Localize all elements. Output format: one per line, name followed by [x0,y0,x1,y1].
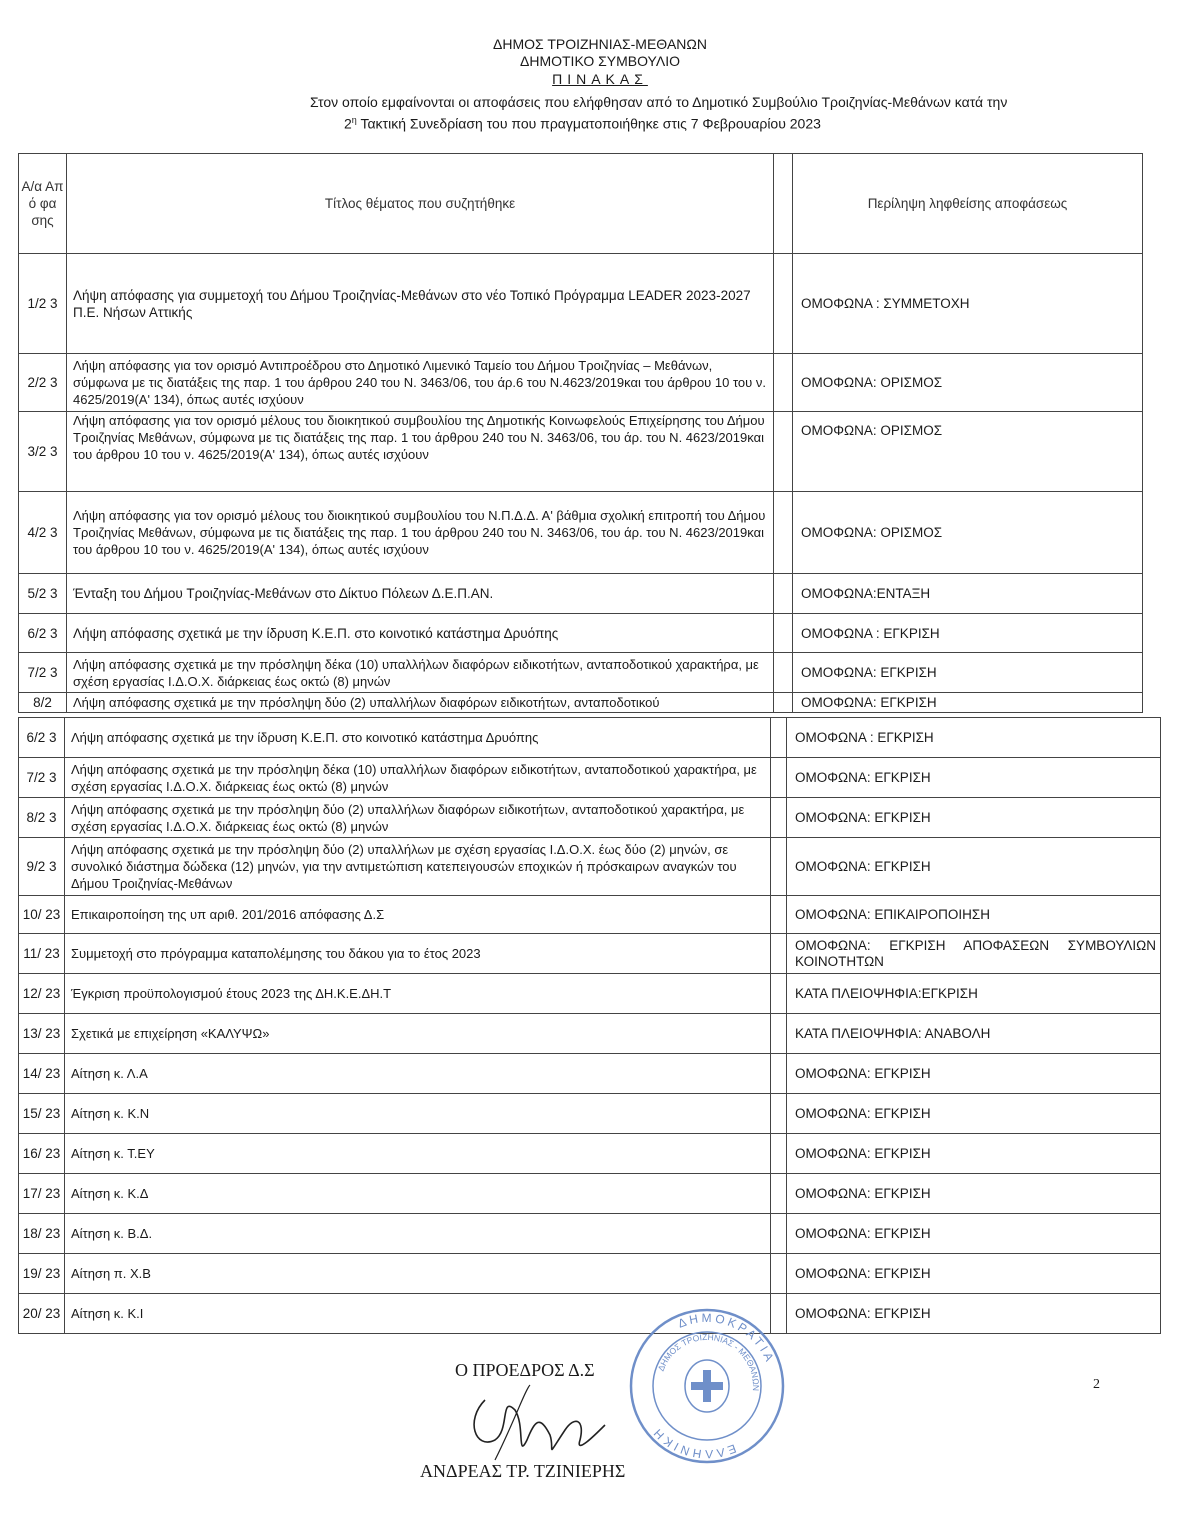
decision-number: 7/2 3 [19,758,65,798]
decision-summary: ΟΜΟΦΩΝΑ : ΕΓΚΡΙΣΗ [793,614,1143,653]
table-row [19,254,1143,354]
decision-title: Λήψη απόφασης σχετικά με την πρόσληψη δέκα (10) υπαλλήλων διαφόρων ειδικοτήτων, ανταποδοτικού χαρακτήρα, με σχέση εργασίας Ι.Δ.Ο.Χ. διάρκειας έως οκτώ (8) μηνών [67,653,774,693]
decision-title: Αίτηση π. Χ.Β [65,1254,771,1294]
decision-title: Λήψη απόφασης σχετικά με την πρόσληψη δύο (2) υπαλλήλων με σχέση εργασίας Ι.Δ.Ο.Χ. έως δύο (2) μηνών, σε συνολικό διάστημα δώδεκα (12) μηνών, για την αντιμετώπιση κατεπειγουσών εποχικών ή πρόσκαιρων αναγκών του Δήμου Τροιζηνίας-Μεθάνων [65,838,771,896]
decision-summary: ΟΜΟΦΩΝΑ: ΕΓΚΡΙΣΗ [787,1094,1161,1134]
decision-title: Λήψη απόφασης σχετικά με την πρόσληψη δύο (2) υπαλλήλων διαφόρων ειδικοτήτων, ανταποδοτικού χαρακτήρα, με σχέση εργασίας Ι.Δ.Ο.Χ. διάρκειας έως οκτώ (8) μηνών [65,798,771,838]
municipal-seal [627,1306,787,1466]
decision-number: 13/ 23 [19,1014,65,1054]
page-number: 2 [1093,1377,1100,1392]
decision-summary: ΚΑΤΑ ΠΛΕΙΟΨΗΦΙΑ:ΕΓΚΡΙΣΗ [787,974,1161,1014]
table-row [19,798,1161,838]
decision-number: 6/2 3 [19,614,67,653]
decision-title: Αίτηση κ. Τ.ΕΥ [65,1134,771,1174]
decision-title: Αίτηση κ. Κ.Δ [65,1174,771,1214]
decision-summary: ΟΜΟΦΩΝΑ: ΕΓΚΡΙΣΗ [787,798,1161,838]
session-ordinal: η [351,115,357,125]
signature [455,1380,655,1470]
decisions-table-1 [18,153,1143,713]
decision-title: Αίτηση κ. Λ.Α [65,1054,771,1094]
header-number: Α/α Απ ό φα σης [19,154,67,254]
decision-number: 12/ 23 [19,974,65,1014]
document-title: ΠΙΝΑΚΑΣ [552,71,648,87]
decision-title: Λήψη απόφασης για τον ορισμό μέλους του διοικητικού συμβουλίου του Ν.Π.Δ.Δ. Α' βάθμια σχολική επιτροπή του Δήμου Τροιζηνίας Μεθάνων, σύμφωνα με τις διατάξεις της παρ. 1 του άρθρου 240 του Ν. 3463/06, του άρ. του Ν. 4623/2019και του άρθρου 10 του ν. 4625/2019(Α' 134), όπως αυτές ισχύουν [67,492,774,574]
decision-title: Λήψη απόφασης σχετικά με την ίδρυση Κ.Ε.Π. στο κοινοτικό κατάστημα Δρυόπης [67,614,774,653]
decision-title: Ένταξη του Δήμου Τροιζηνίας-Μεθάνων στο Δίκτυο Πόλεων Δ.Ε.Π.ΑΝ. [67,574,774,614]
decision-number: 18/ 23 [19,1214,65,1254]
decision-number: 20/ 23 [19,1294,65,1334]
table-row [19,653,1143,693]
decision-title: Επικαιροποίηση της υπ αριθ. 201/2016 απόφασης Δ.Σ [65,896,771,934]
table-header-row [19,154,1143,254]
description-line-2 [344,115,821,132]
decision-title: Αίτηση κ. Κ.Ν [65,1094,771,1134]
decision-number: 17/ 23 [19,1174,65,1214]
decision-title: Λήψη απόφασης σχετικά με την πρόσληψη δέκα (10) υπαλλήλων διαφόρων ειδικοτήτων, ανταποδοτικού χαρακτήρα, με σχέση εργασίας Ι.Δ.Ο.Χ. διάρκειας έως οκτώ (8) μηνών [65,758,771,798]
decision-number: 16/ 23 [19,1134,65,1174]
decision-summary: ΟΜΟΦΩΝΑ: ΕΓΚΡΙΣΗ [793,693,1143,713]
table-row [19,693,1143,713]
session-text: Τακτική Συνεδρίαση του που πραγματοποιήθηκε στις 7 Φεβρουαρίου 2023 [356,115,821,132]
decision-summary: ΟΜΟΦΩΝΑ : ΣΥΜΜΕΤΟΧΗ [793,254,1143,354]
decision-number: 7/2 3 [19,653,67,693]
table-row [19,354,1143,412]
decision-summary: ΟΜΟΦΩΝΑ:ΕΝΤΑΞΗ [793,574,1143,614]
decision-number: 10/ 23 [19,896,65,934]
president-name: ΑΝΔΡΕΑΣ ΤΡ. ΤΖΙΝΙΕΡΗΣ [420,1461,626,1481]
table-row [19,1174,1161,1214]
header-summary: Περίληψη ληφθείσης αποφάσεως [793,154,1143,254]
session-number: 2 [344,115,352,132]
table-row [19,758,1161,798]
decision-summary: ΟΜΟΦΩΝΑ: ΕΓΚΡΙΣΗ [793,653,1143,693]
decision-title: Λήψη απόφασης για συμμετοχή του Δήμου Τροιζηνίας-Μεθάνων στο νέο Τοπικό Πρόγραμμα LEADER 2023-2027 Π.Ε. Νήσων Αττικής [67,254,774,354]
decision-summary: ΟΜΟΦΩΝΑ: ΕΓΚΡΙΣΗ [787,1294,1161,1334]
decision-summary: ΟΜΟΦΩΝΑ: ΟΡΙΣΜΟΣ [793,492,1143,574]
decision-summary: ΚΑΤΑ ΠΛΕΙΟΨΗΦΙΑ: ΑΝΑΒΟΛΗ [787,1014,1161,1054]
table-row [19,1214,1161,1254]
decision-number: 4/2 3 [19,492,67,574]
decision-number: 11/ 23 [19,934,65,974]
table-row [19,838,1161,896]
decision-summary: ΟΜΟΦΩΝΑ: ΕΓΚΡΙΣΗ ΑΠΟΦΑΣΕΩΝ ΣΥΜΒΟΥΛΙΩΝ ΚΟΙΝΟΤΗΤΩΝ [787,934,1161,974]
decision-number: 19/ 23 [19,1254,65,1294]
municipality-title: ΔΗΜΟΣ ΤΡΟΙΖΗΝΙΑΣ-ΜΕΘΑΝΩΝ [493,36,707,52]
description-line-1: Στον οποίο εμφαίνονται οι αποφάσεις που ελήφθησαν από το Δημοτικό Συμβούλιο Τροιζηνίας-Μεθάνων κατά την [310,94,1008,110]
table-row [19,1054,1161,1094]
decision-summary: ΟΜΟΦΩΝΑ: ΕΓΚΡΙΣΗ [787,838,1161,896]
decision-summary: ΟΜΟΦΩΝΑ: ΟΡΙΣΜΟΣ [793,412,1143,492]
table-row [19,1254,1161,1294]
decision-number: 2/2 3 [19,354,67,412]
decision-summary: ΟΜΟΦΩΝΑ : ΕΓΚΡΙΣΗ [787,718,1161,758]
seal-inner-text: ΔΗΜΟΣ ΤΡΟΙΖΗΝΙΑΣ - ΜΕΘΑΝΩΝ [655,1331,762,1392]
table-row [19,574,1143,614]
decision-summary: ΟΜΟΦΩΝΑ: ΕΓΚΡΙΣΗ [787,1214,1161,1254]
decision-title: Συμμετοχή στο πρόγραμμα καταπολέμησης του δάκου για το έτος 2023 [65,934,771,974]
decision-summary: ΟΜΟΦΩΝΑ: ΟΡΙΣΜΟΣ [793,354,1143,412]
decision-summary: ΟΜΟΦΩΝΑ: ΕΓΚΡΙΣΗ [787,758,1161,798]
decision-number: 15/ 23 [19,1094,65,1134]
president-label: Ο ΠΡΟΕΔΡΟΣ Δ.Σ [455,1360,595,1380]
decision-title: Λήψη απόφασης για τον ορισμό Αντιπροέδρου στο Δημοτικό Λιμενικό Ταμείο του Δήμου Τροιζηνίας – Μεθάνων, σύμφωνα με τις διατάξεις της παρ. 1 του άρθρου 240 του Ν. 3463/06, του άρ.6 του Ν.4623/2019και του άρθρου 10 του ν. 4625/2019(Α' 134), όπως αυτές ισχύουν [67,354,774,412]
decisions-table-2 [18,717,1161,1334]
decision-number: 9/2 3 [19,838,65,896]
table-row [19,412,1143,492]
decision-title: Λήψη απόφασης σχετικά με την ίδρυση Κ.Ε.Π. στο κοινοτικό κατάστημα Δρυόπης [65,718,771,758]
decision-number: 5/2 3 [19,574,67,614]
decision-summary: ΟΜΟΦΩΝΑ: ΕΓΚΡΙΣΗ [787,1174,1161,1214]
decision-title: Λήψη απόφασης σχετικά με την πρόσληψη δύο (2) υπαλλήλων διαφόρων ειδικοτήτων, ανταποδοτικού [67,693,774,713]
decision-summary: ΟΜΟΦΩΝΑ: ΕΓΚΡΙΣΗ [787,1254,1161,1294]
table-row [19,1294,1161,1334]
decision-title: Αίτηση κ. Β.Δ. [65,1214,771,1254]
svg-text:ΕΛΛΗΝΙΚΗ [649,1424,738,1461]
decision-number: 6/2 3 [19,718,65,758]
decision-title: Σχετικά με επιχείρηση «ΚΑΛΥΨΩ» [65,1014,771,1054]
decision-number: 14/ 23 [19,1054,65,1094]
table-row [19,1094,1161,1134]
seal-bottom-text: ΕΛΛΗΝΙΚΗ [648,1424,739,1462]
decision-number: 8/2 3 [19,798,65,838]
table-row [19,934,1161,974]
table-row [19,614,1143,653]
decision-summary: ΟΜΟΦΩΝΑ: ΕΓΚΡΙΣΗ [787,1054,1161,1094]
decision-number: 3/2 3 [19,412,67,492]
table-row [19,1134,1161,1174]
decision-summary: ΟΜΟΦΩΝΑ: ΕΓΚΡΙΣΗ [787,1134,1161,1174]
table-row [19,896,1161,934]
table-row [19,718,1161,758]
decision-summary: ΟΜΟΦΩΝΑ: ΕΠΙΚΑΙΡΟΠΟΙΗΣΗ [787,896,1161,934]
table-row [19,492,1143,574]
header-title: Τίτλος θέματος που συζητήθηκε [67,154,774,254]
table-row [19,974,1161,1014]
council-title: ΔΗΜΟΤΙΚΟ ΣΥΜΒΟΥΛΙΟ [519,53,680,69]
decision-title: Έγκριση προϋπολογισμού έτους 2023 της ΔΗ.Κ.Ε.ΔΗ.Τ [65,974,771,1014]
decision-number: 8/2 [19,693,67,713]
decision-number: 1/2 3 [19,254,67,354]
decision-title: Αίτηση κ. Κ.Ι [65,1294,771,1334]
table-row [19,1014,1161,1054]
decision-title: Λήψη απόφασης για τον ορισμό μέλους του διοικητικού συμβουλίου της Δημοτικής Κοινωφελούς Επιχείρησης του Δήμου Τροιζηνίας Μεθάνων, σύμφωνα με τις διατάξεις της παρ. 1 του άρθρου 240 του Ν. 3463/06, του άρ. του Ν. 4623/2019και του άρθρου 10 του ν. 4625/2019(Α' 134), όπως αυτές ισχύουν [67,412,774,492]
seal-outer-text: ΔΗΜΟΚΡΑΤΙΑ [675,1310,778,1367]
